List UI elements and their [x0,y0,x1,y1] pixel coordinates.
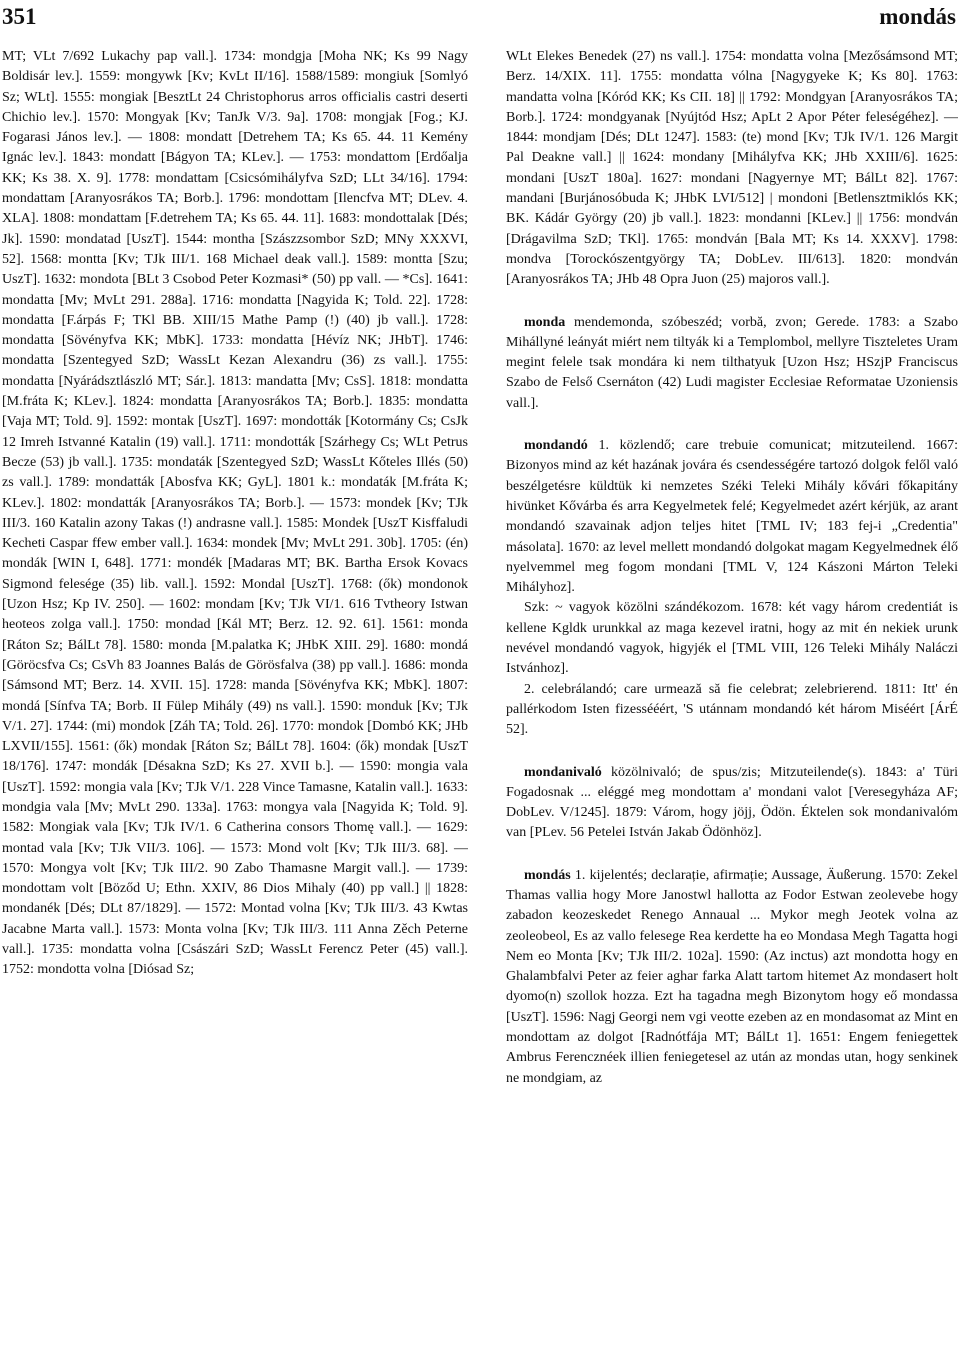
entry-continuation: WLt Elekes Benedek (27) ns vall.]. 1754: mondatta volna [Mezősámsond MT; Berz. 14/XIX. 11]. 1755: mondatta vólna [Nagygyeke K; Ks 80]. 1763: mandatta volna [Kóród KK; Ks CII. 18] || 1792: Mondgyan [Aranyosrákos TA; Borb.]. 1724: mondgyanak [Nyújtód Hsz; ApLt 2 Apor Péter feleségéhez]. — 1844: mondjam [Dés; DLt 1247]. 1583: (te) mond [Kv; TJk IV/1. 126 Margit Pal Deakne vall.] || 1624: mondany [Mihályfva KK; JHb XXIII/6]. 1625: mondani [UszT 180a]. 1627: mondani [Nagyernye MT; BálLt 82]. 1767: mandani [Burjánosóbuda K; JHbK LVI/512] | mondoni [Betlensztmiklós KK; BK. Kádár György (20) jb vall.]. 1823: mondanni [KLev.] || 1756: mondván [Drágavilma SzD; TKl]. 1765: mondván [Bala MT; Ks 14. XXXV]. 1798: mondva [Torockószentgyörgy TA; DobLev. III/613]. 1820: mondván [Aranyosrákos TA; JHb 48 Opra Juon (25) majoros vall.]. [506,49,958,288]
page-number: 351 [2,4,37,29]
headword-mondanivalo: mondanivaló [524,764,602,780]
entry-mondando [506,436,958,598]
entry-mondando-text: 1. közlendő; care trebuie comunicat; mitzuteilend. 1667: Bizonyos mind az két hazának jovára és csendességére tartozó dolgok felől való beszélgetésre küldtük ki nemzetes Széki Teleki Mihály kővári főkapitány hivünket Kővárba és arra Kegyelmetek felé; Kegyelmedet azért kérjük, az arant mondandó szavainak adjon teljes hitet [TML IV; 183 fej-i „Credentia" másolata]. 1670: az level mellett mondandó dolgokat magam Kegyelmednek élő nyelvemmel meg fogom mondani [TML V, 124 Kászoni Márton Teleki Mihályhoz]. [506,438,958,596]
entry-monda-text: mendemonda, szóbeszéd; vorbă, zvon; Gerede. 1783: a Szabo Mihállyné leányát miért nem tiltyák ki a Templombol, mellyre Tiszteletes Uram megint felele tsak mondára ki nem tilthatyuk [Uzon Hsz; HSzjP Franciscus Szabo de Felső Csernáton (42) Ludi magister Ecclesiae Reformatae Uzoniensis vall.]. [506,314,958,411]
right-column [506,47,958,1350]
entry-mondando-sense-2: 2. celebrálandó; care urmează să fie celebrat; zelebrierend. 1811: Itt' én pallérkodom Isten fizessééért, 'S utánnam mondandó két három Miséért [ÁrÉ 52]. [506,681,958,738]
entry-mondanivalo [506,763,958,844]
running-head: mondás [879,4,956,29]
left-column [2,47,468,1350]
entry-mondas-text: 1. kijelentés; declarație, afirmație; Aussage, Äußerung. 1570: Zekel Thamas vallia hogy More Janostwl hallotta az Fodor Estwan zeolevebe hogy zabadon keozeskedet Renego Annaual ... Mykor megh Jeotek volna az zeoleobeol, Es az vallo felesege Rea kerdette ha eo Mondasa Megh Tagatta hogi Nem eo Monta [Kv; TJk III/2. 102a]. 1590: (Az inctus) azt mondotta hogy en Ghalambfalvi Peter az feier aghar farka Alatt tartom hitemet Az mondasert holt dyomo(n) szollok hozza. Ezt ha tagadna megh Bizonytom hogy eő mondassa [UszT]. 1596: Nagj Georgi nem vgi veotte ezeben az en mondasomat az Mint en mondottam az dolgot [Radnótfája MT; BálLt 1]. 1651: Engem feniegettek Ambrus Ferencznéek illien feniegetesel az után az mondas utan, hogy senkinek ne mondgiam, az [506,867,958,1086]
headword-mondando: mondandó [524,438,588,454]
page-header [0,0,960,40]
headword-mondas: mondás [524,867,571,883]
entry-mondas [506,866,958,1089]
entry-monda [506,313,958,414]
entry-mondanivalo-text: közölnivaló; de spus/zis; Mitzuteilende(s). 1843: a' Türi Fogadosnak ... eléggé meg mondottam a' mondani valot [Veresegyháza AF; DobLev. V/1245]. 1879: Várom, hogy jöjj, Ödön. Éktelen sok mondanivalóm van [PLev. 56 Petelei István Jakab Ödönhöz]. [506,764,958,841]
entry-mondando-szk: Szk: ~ vagyok közölni szándékozom. 1678: két vagy három credentiát is kellene Kgldk urunkkal az maga kezevel iratni, hogy az mit én nekiek urunk nevével mondandó vagyok, higyjék el [TML VIII, 126 Teleki Mihály Naláczi Istvánhoz]. [506,600,958,677]
headword-monda: monda [524,314,566,330]
left-column-text: MT; VLt 7/692 Lukachy pap vall.]. 1734: mondgja [Moha NK; Ks 99 Nagy Boldisár lev.]. 1559: mongywk [Kv; KvLt II/16]. 1588/1589: mongiuk [Somlyó Sz; WLt]. 1555: mongiak [BesztLt 24 Christophorus arros officialis castri deserti Chichio lev.]. 1570: Mongyak [Kv; TanJk V/3. 9a]. 1708: mongjak [Fog.; KJ. Fogarasi János lev.]. — 1808: mondatt [Detrehem TA; Ks 65. 44. 11 Kemény Ignác lev.]. 1843: mondatt [Bágyon TA; KLev.]. — 1753: mondattom [Erdőalja KK; Ks 38. X. 9]. 1778: mondattam [Csicsómihályfva SzD; LLt 34/16]. 1794: mondattam [Aranyosrákos TA; Borb.]. 1796: mondottam [Ilencfva MT; DLev. 4. XLA]. 1808: mondattam [F.detrehem TA; Ks 65. 44. 11]. 1683: mondottalak [Dés; Jk]. 1590: mondatad [UszT]. 1544: montha [Szászzsombor SzD; MNy XXXVI, 52]. 1568: montta [Kv; TJk III/1. 168 Michael deak vall.]. 1589: montta [Szu; UszT]. 1632: mondota [BLt 3 Csobod Peter Kozmasi* (50) pp vall. — *Cs]. 1641: mondatta [Mv; MvLt 291. 288a]. 1716: mondatta [Nagyida K; Told. 22]. 1728: mondatta [F.árpás F; TKl BB. XIII/15 Mathe Pamp (!) (40) jb vall.]. 1728: mondatta [Sövényfva KK; MbK]. 1733: mondatta [Hévíz NK; JHbT]. 1746: mondatta [Szentegyed SzD; WassLt Kezan Alexandru (36) zs vall.]. 1755: mondatta [Nyárádsztlászló MT; Sár.]. 1813: mandatta [Mv; CsS]. 1818: mondatta [M.fráta K; KLev.]. 1824: mondatta [Aranyosrákos TA; Borb.]. 1835: mondatta [Vaja MT; Told. 9]. 1592: montak [UszT]. 1697: mondották [Kotormány Cs; CsJk 12 Imreh Istvanné Katalin (19) vall.]. 1711: mondották [Szárhegy Cs; WLt Petrus Becze (53) jb vall.]. 1735: mondaták [Szentegyed SzD; WassLt Kőteles Illés (50) zs vall.]. 1789: mondatták [Abosfva KK; GyL]. 1801 k.: mondaták [M.fráta K; KLev.]. 1802: mondatták [Aranyosrákos TA; Borb.]. — 1573: mondek [Kv; TJk III/3. 160 Katalin azony Takas (!) andrasne vall.]. 1585: Mondek [UszT Kisffaludi Kecheti Caspar ffew ember vall.]. 1634: mondek [Mv; MvLt 291. 30b]. 1705: (én) mondák [WIN I, 648]. 1771: mondék [Madaras MT; BK. Bartha Ersok Kovacs Sigmond felesége (35) lib. vall.]. 1592: Mondal [UszT]. 1768: (ők) mondonok [Uzon Hsz; Kp IV. 250]. — 1602: mondam [Kv; TJk VI/1. 616 Tvtheory Istwan heoteos zolga vall.]. 1750: mondad [Kál MT; Berz. 12. 92. 61]. 1561: monda [Ráton Sz; BálLt 78]. 1580: monda [M.palatka K; JHbK XIII. 29]. 1680: mondá [Göröcsfva Cs; CsVh 83 Joannes Balás de Görösfalva (38) pp vall.]. 1686: monda [Sámsond MT; Berz. 14. XVII. 15]. 1728: manda [Sövényfva KK; MbK]. 1807: mondá [Sínfva TA; Borb. II Fülep Mihály (49) ns vall.]. 1590: monduk [Kv; TJk V/1. 27]. 1744: (mi) mondok [Záh TA; Told. 26]. 1770: mondok [Dombó KK; JHb LXVII/155]. 1561: (ők) mondak [Ráton Sz; BálLt 78]. 1604: (ők) mondak [UszT 18/176]. 1747: mondák [Désakna SzD; Ks 27. XVII b.]. — 1590: mongia vala [UszT]. 1592: mongia vala [Kv; TJk V/1. 228 Vince Tamasne, Katalin vall.]. 1633: mondgia vala [Mv; MvLt 290. 133a]. 1763: mongya vala [Nagyida K; Told. 9]. 1582: Mongiak vala [Kv; TJk IV/1. 6 Catherina consors Thomę vall.]. — 1629: montad vala [Kv; TJk VII/3. 106]. — 1573: Mond volt [Kv; TJk III/3. 68]. — 1570: Mongya volt [Kv; TJk III/2. 90 Zabo Thamasne Margit vall.]. — 1739: mondottam volt [Böződ U; Ethn. XXIV, 86 Dios Mihaly (40) pp vall.] || 1828: mondanék [Dés; DLt 87/1829]. — 1572: Montad volna [Kv; TJk III/3. 43 Kwtas Jacabne Marta vall.]. 1573: Monta volna [Kv; TJk III/3. 111 Anna Zěch Peterne vall.]. 1735: mondatta volna [Császári SzD; WassLt Ferencz Peter (45) vall.]. 1752: mondotta volna [Diósad Sz; [2,49,468,978]
